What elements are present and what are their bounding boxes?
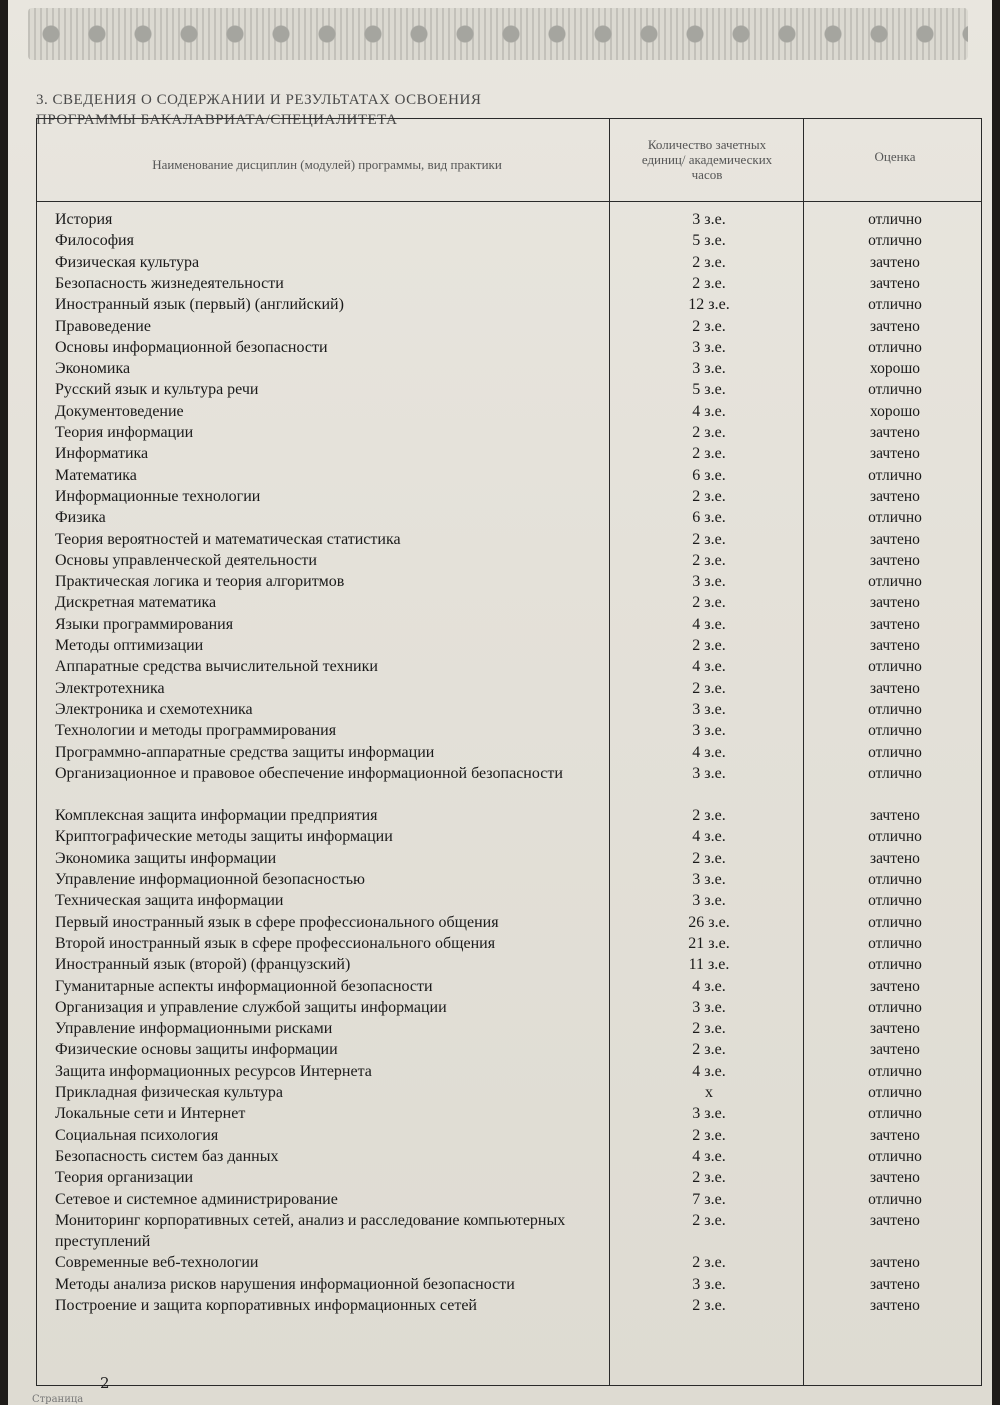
table-row [37, 720, 981, 741]
credits-value: 12 з.е. [688, 296, 730, 314]
grade-value: отлично [868, 913, 922, 931]
discipline-name: Социальная психология [55, 1126, 219, 1144]
credits-value: 26 з.е. [688, 913, 730, 931]
discipline-name: Мониторинг корпоративных сетей, анализ и расследование компьютерных преступлений [55, 1211, 566, 1250]
table-row [37, 635, 981, 656]
discipline-name: Защита информационных ресурсов Интернета [55, 1062, 372, 1080]
grade-value: зачтено [870, 487, 920, 505]
grade-value: зачтено [870, 530, 920, 548]
table-row [37, 933, 981, 954]
grade-value: отлично [868, 871, 922, 888]
discipline-name: Комплексная защита информации предприятия [55, 807, 378, 825]
credits-value: 4 з.е. [692, 658, 726, 676]
table-row [37, 529, 981, 550]
discipline-name: Технологии и методы программирования [55, 722, 337, 740]
credits-value: 5 з.е. [692, 381, 726, 399]
table-row [37, 571, 981, 592]
table-row [37, 465, 981, 486]
grade-value: зачтено [870, 637, 920, 654]
grade-value: отлично [868, 509, 922, 527]
grade-value: отлично [868, 892, 922, 910]
grade-value: зачтено [870, 274, 920, 292]
table-row [37, 997, 981, 1018]
credits-value: 3 з.е. [692, 700, 726, 718]
page-footer: Страница [32, 1394, 84, 1405]
credits-value: 2 з.е. [692, 1297, 726, 1314]
credits-value: 3 з.е. [692, 892, 726, 910]
credits-value: 2 з.е. [692, 317, 726, 335]
header-divider [37, 201, 981, 202]
grade-value: отлично [868, 956, 922, 974]
discipline-name: Методы анализа рисков нарушения информационной безопасности [55, 1275, 515, 1293]
discipline-name: Информатика [55, 445, 149, 463]
table-row [37, 1039, 981, 1060]
table-row [37, 550, 981, 571]
discipline-name: Техническая защита информации [55, 892, 284, 910]
grade-value: зачтено [870, 1169, 920, 1187]
discipline-name: Организация и управление службой защиты информации [55, 998, 447, 1016]
discipline-name: Электротехника [55, 679, 165, 697]
credits-value: 2 з.е. [692, 637, 726, 654]
discipline-name: Физика [55, 509, 106, 527]
discipline-name: Теория информации [55, 424, 194, 441]
discipline-name: Первый иностранный язык в сфере профессионального общения [55, 913, 499, 931]
credits-value: 2 з.е. [692, 807, 726, 825]
discipline-name: Аппаратные средства вычислительной техники [55, 658, 378, 676]
discipline-name: Теория вероятностей и математическая статистика [55, 530, 401, 548]
credits-value: 3 з.е. [692, 338, 726, 356]
discipline-name: Русский язык и культура речи [55, 381, 259, 399]
grade-value: зачтено [870, 977, 920, 995]
discipline-name: Философия [55, 232, 134, 250]
diploma-page [8, 0, 992, 1405]
discipline-name: Криптографические методы защиты информации [55, 828, 393, 846]
heading-line-1: 3. СВЕДЕНИЯ О СОДЕРЖАНИИ И РЕЗУЛЬТАТАХ ОСВОЕНИЯ [36, 92, 482, 108]
discipline-name: Иностранный язык (второй) (французский) [55, 956, 351, 974]
grade-value: отлично [868, 381, 922, 399]
grade-value: отлично [868, 1084, 922, 1101]
credits-value: 11 з.е. [688, 956, 730, 974]
grade-value: отлично [868, 998, 922, 1016]
table-row [37, 826, 981, 847]
grade-value: зачтено [870, 849, 920, 867]
discipline-name: Безопасность жизнедеятельности [55, 274, 284, 292]
credits-value: 6 з.е. [692, 466, 726, 484]
table-row [37, 592, 981, 613]
discipline-name: Электроника и схемотехника [55, 700, 253, 718]
table-row [37, 209, 981, 230]
table-row [37, 252, 981, 273]
grade-value: отлично [868, 211, 922, 228]
discipline-name: Организационное и правовое обеспечение информационной безопасности [55, 764, 563, 782]
grade-value: хорошо [869, 360, 921, 378]
grade-value: зачтено [870, 317, 920, 335]
credits-value: 5 з.е. [692, 232, 726, 250]
discipline-name: Математика [55, 466, 137, 484]
credits-value: 2 з.е. [692, 274, 726, 292]
credits-value: 4 з.е. [692, 977, 726, 995]
grade-value: зачтено [870, 1254, 920, 1272]
discipline-name: История [55, 211, 113, 228]
grade-value: зачтено [870, 594, 920, 612]
table-row [37, 763, 981, 784]
credits-value: 2 з.е. [692, 424, 726, 441]
credits-value: 2 з.е. [692, 253, 726, 271]
credits-value: 4 з.е. [692, 402, 726, 420]
discipline-name: Локальные сети и Интернет [55, 1105, 246, 1123]
table-row [37, 1061, 981, 1082]
grades-table [36, 118, 982, 1386]
table-row [37, 656, 981, 677]
grade-value: отлично [868, 338, 922, 356]
grade-value: отлично [868, 1190, 922, 1208]
grade-value: отлично [868, 1147, 922, 1165]
discipline-name: Языки программирования [55, 615, 234, 633]
table-row [37, 1082, 981, 1103]
table-row [37, 954, 981, 975]
table-row [37, 1125, 981, 1146]
grade-value: отлично [868, 296, 922, 314]
grade-value: зачтено [870, 1041, 920, 1059]
table-row [37, 1274, 981, 1295]
table-row [37, 1295, 981, 1316]
grade-value: отлично [868, 764, 922, 782]
credits-value: 4 з.е. [692, 743, 726, 761]
table-row [37, 805, 981, 826]
credits-value: 2 з.е. [692, 849, 726, 867]
table-row [37, 1018, 981, 1039]
grade-value: отлично [868, 934, 922, 952]
table-row [37, 379, 981, 400]
credits-value: 6 з.е. [692, 509, 726, 527]
discipline-name: Теория организации [55, 1169, 194, 1187]
credits-value: 2 з.е. [692, 679, 726, 697]
grade-value: зачтено [870, 807, 920, 825]
table-row [37, 1189, 981, 1210]
discipline-name: Современные веб-технологии [55, 1254, 259, 1272]
credits-value: 4 з.е. [692, 828, 726, 846]
table-row [37, 273, 981, 294]
heading-line-2: ПРОГРАММЫ БАКАЛАВРИАТА/СПЕЦИАЛИТЕТА [36, 112, 398, 128]
credits-value: 2 з.е. [692, 1211, 726, 1229]
grade-value: зачтено [870, 679, 920, 697]
table-row [37, 1252, 981, 1273]
grade-value: отлично [868, 722, 922, 740]
table-row [37, 358, 981, 379]
discipline-name: Второй иностранный язык в сфере профессионального общения [55, 934, 496, 952]
table-row [37, 1146, 981, 1167]
table-row [37, 230, 981, 251]
table-row [37, 422, 981, 443]
table-row [37, 486, 981, 507]
credits-value: 3 з.е. [692, 1275, 726, 1293]
table-row [37, 869, 981, 890]
grade-value: отлично [868, 573, 922, 591]
grade-value: зачтено [870, 551, 920, 569]
table-row [37, 294, 981, 315]
grade-value: зачтено [870, 253, 920, 271]
credits-value: 2 з.е. [692, 1254, 726, 1272]
discipline-name: Экономика защиты информации [55, 849, 277, 867]
credits-value: 21 з.е. [688, 934, 730, 952]
credits-value: 3 з.е. [692, 573, 726, 591]
grade-value: отлично [868, 700, 922, 718]
discipline-name: Управление информационной безопасностью [55, 871, 365, 888]
table-row [37, 443, 981, 464]
column-header-grade: Оценка [874, 149, 916, 164]
credits-value: 3 з.е. [692, 360, 726, 378]
discipline-name: Гуманитарные аспекты информационной безопасности [55, 977, 433, 995]
discipline-name: Правоведение [55, 317, 151, 335]
credits-value: 4 з.е. [692, 615, 726, 633]
credits-value: 3 з.е. [692, 1105, 726, 1123]
grade-value: зачтено [870, 424, 920, 441]
grade-value: отлично [868, 743, 922, 761]
credits-value: 3 з.е. [692, 998, 726, 1016]
grade-value: зачтено [870, 1020, 920, 1038]
grade-value: зачтено [870, 1297, 920, 1314]
credits-value: 2 з.е. [692, 530, 726, 548]
table-row [37, 316, 981, 337]
credits-value: 2 з.е. [692, 487, 726, 505]
table-row [37, 337, 981, 358]
table-row [37, 401, 981, 422]
discipline-name: Прикладная физическая культура [55, 1084, 283, 1101]
grade-value: отлично [868, 232, 922, 250]
credits-value: 2 з.е. [692, 594, 726, 612]
discipline-name: Основы информационной безопасности [55, 338, 328, 356]
column-header-credits: Количество зачетных единиц/ академических часов [641, 137, 773, 182]
credits-value: 3 з.е. [692, 722, 726, 740]
page-number: 2 [100, 1374, 110, 1392]
discipline-name: Основы управленческой деятельности [55, 551, 317, 569]
grade-value: зачтено [870, 445, 920, 463]
discipline-name: Управление информационными рисками [55, 1020, 333, 1038]
discipline-name: Построение и защита корпоративных информационных сетей [55, 1297, 477, 1314]
credits-value: 3 з.е. [692, 211, 726, 228]
grade-value: отлично [868, 658, 922, 676]
discipline-name: Иностранный язык (первый) (английский) [55, 296, 344, 314]
grade-value: хорошо [869, 402, 921, 420]
grade-value: отлично [868, 466, 922, 484]
discipline-name: Документоведение [55, 402, 184, 420]
discipline-name: Экономика [55, 360, 131, 378]
grade-value: отлично [868, 1105, 922, 1123]
discipline-name: Методы оптимизации [55, 637, 204, 654]
table-row [37, 614, 981, 635]
discipline-name: Безопасность систем баз данных [55, 1147, 279, 1165]
credits-value: 3 з.е. [692, 764, 726, 782]
table-row [37, 699, 981, 720]
credits-value: 4 з.е. [692, 1147, 726, 1165]
ornament-border [28, 8, 968, 60]
discipline-name: Физические основы защиты информации [55, 1041, 338, 1059]
grade-value: зачтено [870, 615, 920, 633]
table-row [37, 912, 981, 933]
discipline-name: Информационные технологии [55, 487, 261, 505]
credits-value: 2 з.е. [692, 551, 726, 569]
table-row [37, 1210, 981, 1250]
discipline-name: Физическая культура [55, 253, 200, 271]
grade-value: отлично [868, 828, 922, 846]
credits-value: 2 з.е. [692, 1020, 726, 1038]
grade-value: отлично [868, 1062, 922, 1080]
discipline-name: Сетевое и системное администрирование [55, 1190, 338, 1208]
table-row [37, 1167, 981, 1188]
credits-value: 2 з.е. [692, 1126, 726, 1144]
table-row [37, 890, 981, 911]
table-row [37, 678, 981, 699]
table-row [37, 976, 981, 997]
discipline-name: Дискретная математика [55, 594, 217, 612]
table-row [37, 848, 981, 869]
table-row [37, 742, 981, 763]
discipline-name: Программно-аппаратные средства защиты информации [55, 743, 435, 761]
credits-value: 7 з.е. [692, 1190, 726, 1208]
table-row [37, 1103, 981, 1124]
column-header-name: Наименование дисциплин (модулей) программы, вид практики [152, 157, 502, 172]
grade-value: зачтено [870, 1211, 920, 1229]
discipline-name: Практическая логика и теория алгоритмов [55, 573, 345, 591]
credits-value: 2 з.е. [692, 445, 726, 463]
credits-value: х [705, 1084, 713, 1101]
grade-value: зачтено [870, 1126, 920, 1144]
grade-value: зачтено [870, 1275, 920, 1293]
credits-value: 4 з.е. [692, 1062, 726, 1080]
table-row [37, 507, 981, 528]
credits-value: 2 з.е. [692, 1169, 726, 1187]
credits-value: 2 з.е. [692, 1041, 726, 1059]
credits-value: 3 з.е. [692, 871, 726, 888]
